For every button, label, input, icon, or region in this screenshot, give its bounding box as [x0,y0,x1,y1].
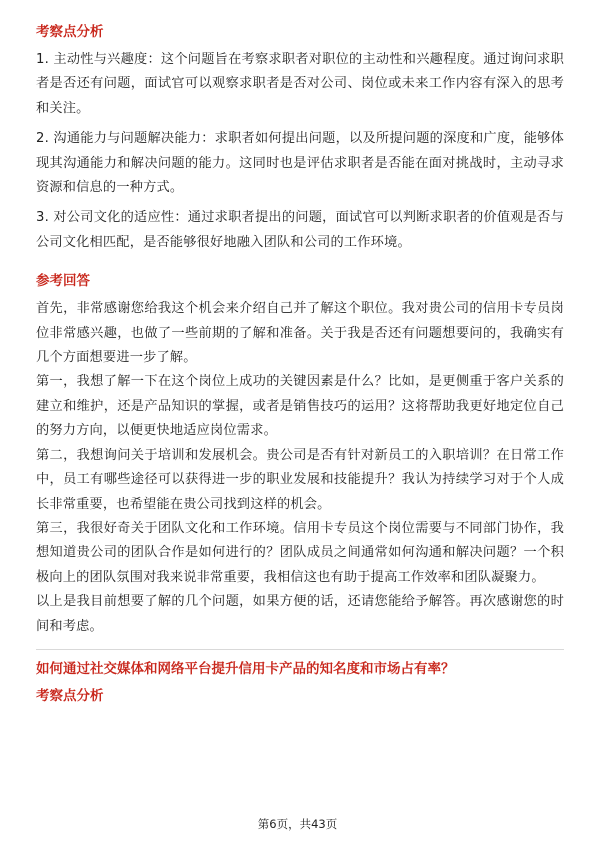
page-number-footer: 第6页，共43页 [257,817,338,831]
answer-paragraph-1: 首先，非常感谢您给我这个机会来介绍自己并了解这个职位。我对贵公司的信用卡专员岗位非常感兴趣，也做了一些前期的了解和准备。关于我是否还有问题想要问的，我确实有几个方面想要进一步了解。 [36,301,564,366]
section-divider [36,649,564,650]
section-heading-analysis: 考察点分析 [36,24,104,40]
analysis-item-1: 1. 主动性与兴趣度：这个问题旨在考察求职者对职位的主动性和兴趣程度。通过询问求职者是否还有问题，面试官可以观察求职者是否对公司、岗位或未来工作内容有深入的思考和关注。 [36,52,564,116]
next-question-title: 如何通过社交媒体和网络平台提升信用卡产品的知名度和市场占有率？ [36,660,455,677]
document-page [36,22,564,706]
answer-paragraph-2: 第一，我想了解一下在这个岗位上成功的关键因素是什么？比如，是更侧重于客户关系的建立和维护，还是产品知识的掌握，或者是销售技巧的运用？这将帮助我更好地定位自己的努力方向，以便更快地适应岗位需求。 [36,374,564,439]
answer-paragraph-5: 以上是我目前想要了解的几个问题，如果方便的话，还请您能给予解答。再次感谢您的时间和考虑。 [36,594,564,634]
analysis-item-3: 3. 对公司文化的适应性：通过求职者提出的问题，面试官可以判断求职者的价值观是否与公司文化相匹配，是否能够很好地融入团队和公司的工作环境。 [36,210,564,250]
answer-paragraph-3: 第二，我想询问关于培训和发展机会。贵公司是否有针对新员工的入职培训？在日常工作中，员工有哪些途径可以获得进一步的职业发展和技能提升？我认为持续学习对于个人成长非常重要，也希望能在贵公司找到这样的机会。 [36,447,564,512]
analysis-item-2: 2. 沟通能力与问题解决能力：求职者如何提出问题，以及所提问题的深度和广度，能够体现其沟通能力和解决问题的能力。这同时也是评估求职者是否能在面对挑战时，主动寻求资源和信息的一种方式。 [36,131,564,196]
answer-paragraph-4: 第三，我很好奇关于团队文化和工作环境。信用卡专员这个岗位需要与不同部门协作，我想知道贵公司的团队合作是如何进行的？团队成员之间通常如何沟通和解决问题？一个积极向上的团队氛围对我来说非常重要，我相信这也有助于提高工作效率和团队凝聚力。 [36,520,564,585]
section-heading-answer: 参考回答 [36,273,90,290]
next-section-heading: 考察点分析 [36,687,104,704]
